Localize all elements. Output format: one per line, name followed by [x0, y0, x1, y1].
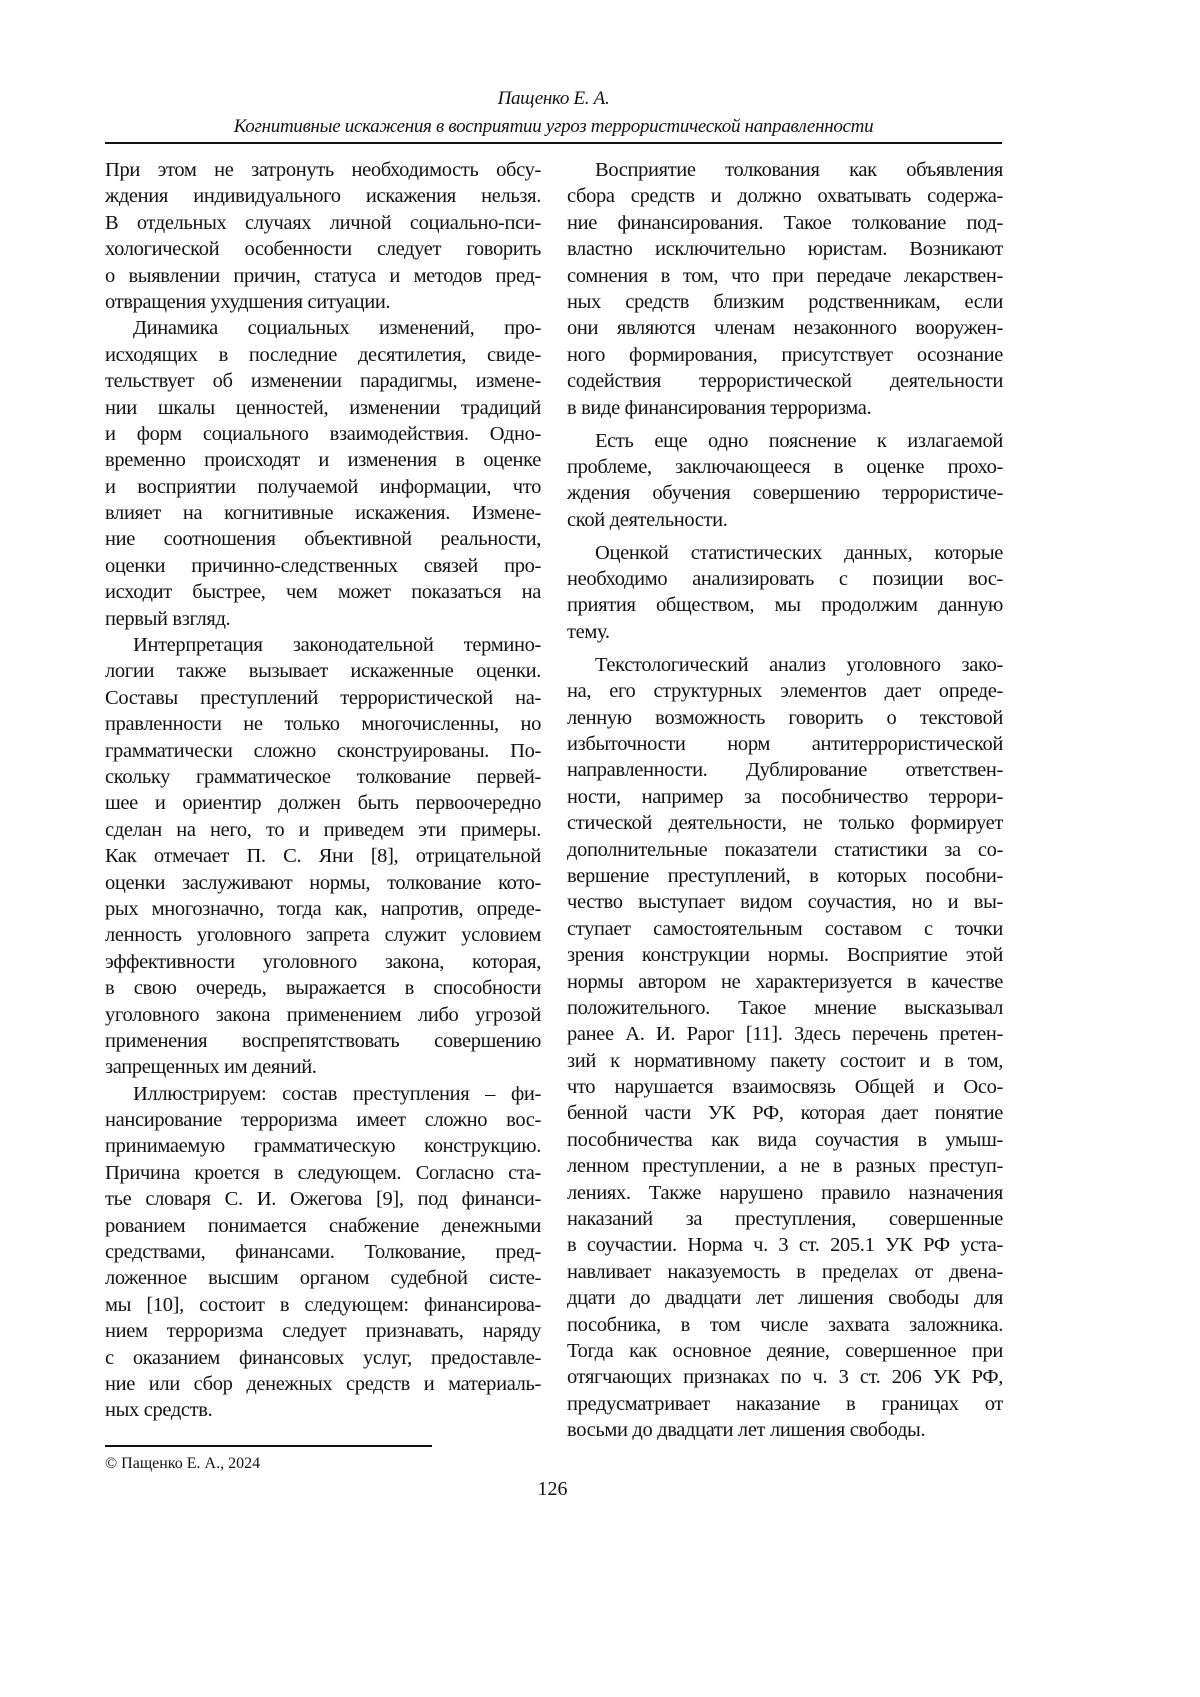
paragraph [105, 632, 541, 1081]
text-line: грамматически сложно сконструированы. По- [105, 738, 541, 764]
text-line: правленности не только многочисленны, но [105, 711, 541, 737]
text-line: ности, например за пособничество террори- [567, 784, 1003, 810]
text-line: властно исключительно юристам. Возникают [567, 236, 1003, 262]
text-line: вершение преступлений, в которых пособни- [567, 863, 1003, 889]
text-line: ленность уголовного запрета служит условием [105, 922, 541, 948]
text-line: бенной части УК РФ, которая дает понятие [567, 1100, 1003, 1126]
text-line: тье словаря С. И. Ожегова [9], под финанси- [105, 1186, 541, 1212]
running-header-title: Когнитивные искажения в восприятии угроз террористической направленности [105, 116, 1002, 138]
text-line: применения воспрепятствовать совершению [105, 1028, 541, 1054]
text-line: положительного. Такое мнение высказывал [567, 995, 1003, 1021]
text-line: о выявлении причин, статуса и методов пред- [105, 263, 541, 289]
text-line: лениях. Также нарушено правило назначения [567, 1180, 1003, 1206]
text-line: Как отмечает П. С. Яни [8], отрицательной [105, 843, 541, 869]
text-line: дцати до двадцати лет лишения свободы для [567, 1285, 1003, 1311]
text-line: ступает самостоятельным составом с точки [567, 916, 1003, 942]
text-line: Составы преступлений террористической на- [105, 685, 541, 711]
paragraph [105, 1081, 541, 1424]
text-line: они являются членам незаконного вооружен- [567, 315, 1003, 341]
text-line: влияет на когнитивные искажения. Измене- [105, 500, 541, 526]
paragraph [567, 652, 1003, 1444]
text-line: ленном преступлении, а не в разных преступ- [567, 1153, 1003, 1179]
text-line: эффективности уголовного закона, которая, [105, 949, 541, 975]
text-line: оценки причинно-следственных связей про- [105, 553, 541, 579]
text-line: сбора средств и должно охватывать содержа- [567, 183, 1003, 209]
text-line: нием терроризма следует признавать, наряду [105, 1318, 541, 1344]
text-line: чество выступает видом соучастия, но и вы- [567, 889, 1003, 915]
left-column [105, 157, 541, 1424]
text-line: мы [10], состоит в следующем: финансирова- [105, 1292, 541, 1318]
text-line: ленную возможность говорить о текстовой [567, 705, 1003, 731]
page-number: 126 [0, 1478, 1105, 1501]
text-line: необходимо анализировать с позиции вос- [567, 566, 1003, 592]
text-line: Тогда как основное деяние, совершенное при [567, 1338, 1003, 1364]
paragraph [567, 157, 1003, 421]
paragraph [105, 157, 541, 315]
running-header-author: Пащенко Е. А. [105, 88, 1002, 110]
text-line: Восприятие толкования как объявления [567, 157, 1003, 183]
text-line: Динамика социальных изменений, про- [105, 315, 541, 341]
text-line: ской деятельности. [567, 507, 1003, 533]
paragraph [105, 315, 541, 632]
text-line: Текстологический анализ уголовного зако- [567, 652, 1003, 678]
right-column [567, 157, 1003, 1444]
text-line: шее и ориентир должен быть первоочередно [105, 790, 541, 816]
text-line: средствами, финансами. Толкование, пред- [105, 1239, 541, 1265]
text-line: хологической особенности следует говорить [105, 236, 541, 262]
text-line: Интерпретация законодательной термино- [105, 632, 541, 658]
text-line: запрещенных им деяний. [105, 1054, 541, 1080]
text-line: Иллюстрируем: состав преступления – фи- [105, 1081, 541, 1107]
text-line: рованием понимается снабжение денежными [105, 1213, 541, 1239]
text-line: Оценкой статистических данных, которые [567, 540, 1003, 566]
text-line: нормы автором не характеризуется в качестве [567, 969, 1003, 995]
text-line: ложенное высшим органом судебной систе- [105, 1265, 541, 1291]
text-line: сделан на него, то и приведем эти примеры. [105, 817, 541, 843]
text-line: ных средств близким родственникам, если [567, 289, 1003, 315]
text-line: зий к нормативному пакету состоит и в том, [567, 1048, 1003, 1074]
text-line: тельствует об изменении парадигмы, измене- [105, 368, 541, 394]
text-line: При этом не затронуть необходимость обсу- [105, 157, 541, 183]
text-line: нансирование терроризма имеет сложно вос- [105, 1107, 541, 1133]
text-line: содействия террористической деятельности [567, 368, 1003, 394]
header-divider [105, 142, 1002, 144]
text-line: что нарушается взаимосвязь Общей и Осо- [567, 1074, 1003, 1100]
text-line: первый взгляд. [105, 606, 541, 632]
text-line: ного формирования, присутствует осознание [567, 342, 1003, 368]
text-line: стической деятельности, не только формирует [567, 810, 1003, 836]
text-line: оценки заслуживают нормы, толкование кото- [105, 870, 541, 896]
text-line: ных средств. [105, 1397, 541, 1423]
text-line: ждения индивидуального искажения нельзя. [105, 183, 541, 209]
footnote-divider [105, 1445, 432, 1447]
text-line: дополнительные показатели статистики за со- [567, 837, 1003, 863]
text-line: пособничества как вида соучастия в умыш- [567, 1127, 1003, 1153]
text-line: исходит быстрее, чем может показаться на [105, 579, 541, 605]
text-line: принимаемую грамматическую конструкцию. [105, 1133, 541, 1159]
text-line: и форм социального взаимодействия. Одно- [105, 421, 541, 447]
text-line: на, его структурных элементов дает опреде- [567, 678, 1003, 704]
text-line: и восприятии получаемой информации, что [105, 474, 541, 500]
text-line: сомнения в том, что при передаче лекарствен- [567, 263, 1003, 289]
text-line: в свою очередь, выражается в способности [105, 975, 541, 1001]
paragraph [567, 428, 1003, 534]
text-line: наказаний за преступления, совершенные [567, 1206, 1003, 1232]
text-line: предусматривает наказание в границах от [567, 1391, 1003, 1417]
text-line: в виде финансирования терроризма. [567, 395, 1003, 421]
text-line: восьми до двадцати лет лишения свободы. [567, 1417, 1003, 1443]
text-line: Есть еще одно пояснение к излагаемой [567, 428, 1003, 454]
copyright-footnote: © Пащенко Е. А., 2024 [105, 1455, 260, 1473]
text-line: скольку грамматическое толкование первей- [105, 764, 541, 790]
text-line: отвращения ухудшения ситуации. [105, 289, 541, 315]
paragraph [567, 540, 1003, 646]
text-line: направленности. Дублирование ответствен- [567, 757, 1003, 783]
text-line: логии также вызывает искаженные оценки. [105, 658, 541, 684]
text-line: временно происходят и изменения в оценке [105, 447, 541, 473]
text-line: рых многозначно, тогда как, напротив, опреде- [105, 896, 541, 922]
text-line: Причина кроется в следующем. Согласно ста- [105, 1160, 541, 1186]
text-line: тему. [567, 619, 1003, 645]
text-line: зрения конструкции нормы. Восприятие этой [567, 942, 1003, 968]
text-line: ранее А. И. Рарог [11]. Здесь перечень претен- [567, 1021, 1003, 1047]
text-line: ние соотношения объективной реальности, [105, 526, 541, 552]
text-line: с оказанием финансовых услуг, предоставле- [105, 1345, 541, 1371]
text-line: навливает наказуемость в пределах от двена- [567, 1259, 1003, 1285]
text-line: исходящих в последние десятилетия, свиде- [105, 342, 541, 368]
text-line: нии шкалы ценностей, изменении традиций [105, 395, 541, 421]
text-line: пособника, в том числе захвата заложника. [567, 1312, 1003, 1338]
text-line: избыточности норм антитеррористической [567, 731, 1003, 757]
text-line: ние или сбор денежных средств и материаль- [105, 1371, 541, 1397]
text-line: ние финансирования. Такое толкование под- [567, 210, 1003, 236]
text-line: отягчающих признаках по ч. 3 ст. 206 УК РФ, [567, 1364, 1003, 1390]
text-line: ждения обучения совершению террористиче- [567, 480, 1003, 506]
text-line: В отдельных случаях личной социально-пси- [105, 210, 541, 236]
text-line: уголовного закона применением либо угрозой [105, 1002, 541, 1028]
text-line: в соучастии. Норма ч. 3 ст. 205.1 УК РФ уста- [567, 1232, 1003, 1258]
text-line: приятия обществом, мы продолжим данную [567, 592, 1003, 618]
text-line: проблеме, заключающееся в оценке прохо- [567, 454, 1003, 480]
